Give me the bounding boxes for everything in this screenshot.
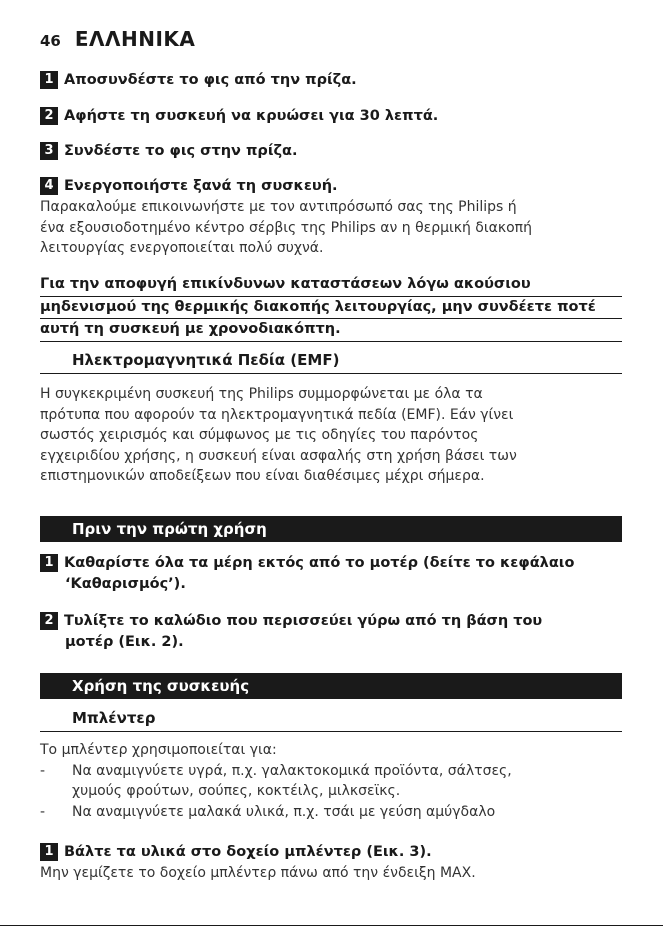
step-switch-on [40,176,622,197]
list-item [40,761,622,802]
page-number: 46 [40,32,61,50]
blender-uses [40,740,622,822]
step-text: Βάλτε τα υλικά στο δοχείο μπλέντερ (Εικ. 3). [64,844,432,860]
step-wind-cord [40,611,622,653]
step4-note [40,197,622,259]
emf-line: σωστός χειρισμός και σύμφωνος με τις οδηγίες του παρόντος [40,427,479,443]
step-text: Αποσυνδέστε το φις από την πρίζα. [64,72,357,88]
emf-heading: Ηλεκτρομαγνητικά Πεδία (EMF) [40,348,622,374]
warning-line: Για την αποφυγή επικίνδυνων καταστάσεων λόγω ακούσιου [40,274,622,297]
warning-line: αυτή τη συσκευή με χρονοδιακόπτη. [40,319,622,342]
timer-warning [40,274,622,342]
max-note: Μην γεμίζετε το δοχείο μπλέντερ πάνω από την ένδειξη MAX. [40,865,476,881]
step-text: Ενεργοποιήστε ξανά τη συσκευή. [64,178,338,194]
blender-intro: Το μπλέντερ χρησιμοποιείται για: [40,742,277,758]
step-add-ingredients [40,842,622,863]
emf-line: πρότυπα που αφορούν τα ηλεκτρομαγνητικά πεδία (EMF). Εάν γίνει [40,406,514,423]
note-line: Παρακαλούμε επικοινωνήστε με τον αντιπρόσωπό σας της Philips ή [40,199,517,215]
language-title: ΕΛΛΗΝΙΚΑ [74,27,196,51]
list-item-text-continued: χυμούς φρούτων, σούπες, κοκτέιλς, μιλκσεϊκς. [72,783,401,799]
warning-line: μηδενισμού της θερμικής διακοπής λειτουργίας, μην συνδέετε ποτέ [40,297,622,320]
emf-line: εγχειριδίου χρήσης, η συσκευή είναι ασφαλής στη χρήση βάσει των [40,447,517,464]
using-appliance-heading: Χρήση της συσκευής [40,673,622,699]
emf-text [40,384,622,487]
step-clean-parts [40,553,622,595]
list-item [40,802,622,823]
step-number: 3 [40,142,58,160]
page-header [40,27,195,51]
before-first-use-heading: Πριν την πρώτη χρήση [40,516,622,542]
list-item-text: Να αναμιγνύετε μαλακά υλικά, π.χ. τσάι με γεύση αμύγδαλο [72,803,496,820]
step-number: 1 [40,843,58,861]
step-number: 2 [40,612,58,630]
note-line: ένα εξουσιοδοτημένο κέντρο σέρβις της Philips αν η θερμική διακοπή [40,219,532,236]
bottom-divider [0,925,663,926]
step-number: 1 [40,71,58,89]
step-text: Τυλίξτε το καλώδιο που περισσεύει γύρω από τη βάση του [64,613,543,629]
step-cool [40,106,622,127]
list-dash: - [40,803,46,820]
step-text: Αφήστε τη συσκευή να κρυώσει για 30 λεπτά. [64,108,439,124]
step-text: Καθαρίστε όλα τα μέρη εκτός από το μοτέρ (δείτε το κεφάλαιο [64,555,575,571]
list-item-text: Να αναμιγνύετε υγρά, π.χ. γαλακτοκομικά προϊόντα, σάλτσες, [72,762,512,779]
step-number: 4 [40,177,58,195]
step-text-continued: ‘Καθαρισμός’). [65,576,186,592]
list-dash: - [40,762,46,779]
note-line: λειτουργίας ενεργοποιείται πολύ συχνά. [40,240,324,256]
blender-heading: Μπλέντερ [40,706,622,732]
emf-line: Η συγκεκριμένη συσκευή της Philips συμμορφώνεται με όλα τα [40,386,483,402]
step-number: 2 [40,107,58,125]
emf-line: επιστημονικών αποδείξεων που είναι διαθέσιμες μέχρι σήμερα. [40,468,485,484]
step-plug [40,141,622,162]
step-text-continued: μοτέρ (Εικ. 2). [65,634,184,650]
step-text: Συνδέστε το φις στην πρίζα. [64,143,298,159]
step-unplug [40,70,622,91]
step-number: 1 [40,554,58,572]
